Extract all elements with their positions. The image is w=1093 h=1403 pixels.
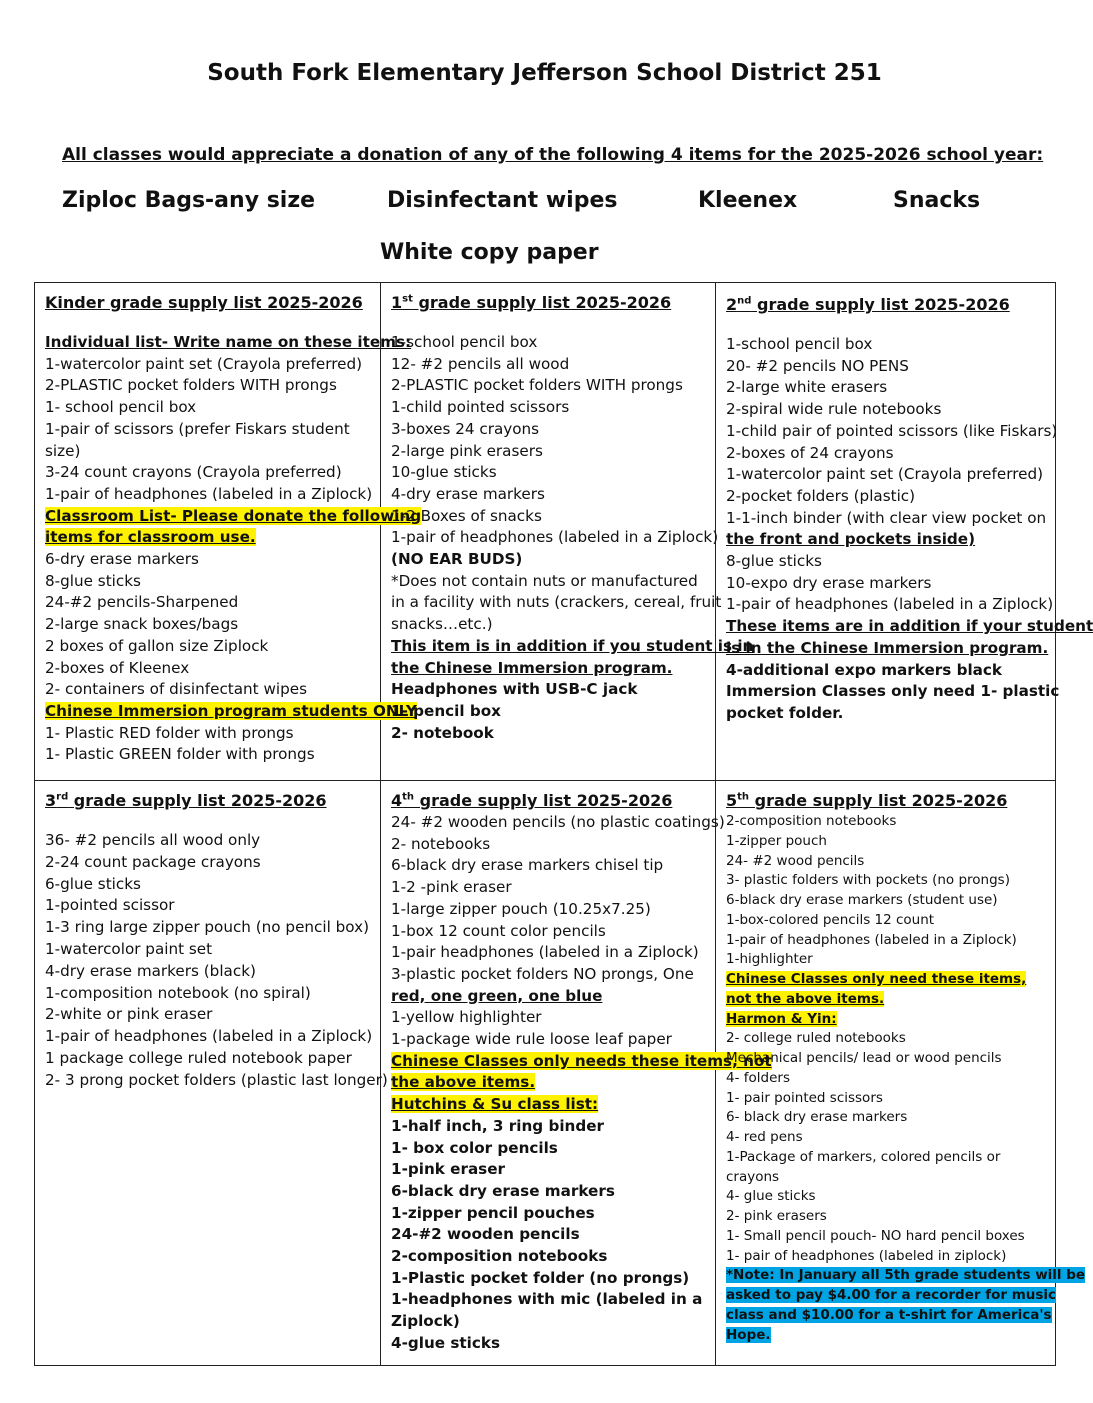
list-lines: [45, 830, 388, 1092]
list-item: 2-PLASTIC pocket folders WITH prongs: [45, 376, 337, 395]
list-item: 1- school pencil box: [45, 398, 197, 417]
page-title: South Fork Elementary Jefferson School District 251: [207, 60, 882, 86]
list-item: (NO EAR BUDS): [391, 550, 523, 569]
list-item: 4-dry erase markers: [391, 484, 545, 503]
list-item: size): [45, 441, 81, 460]
grade-2-supply-list: [716, 283, 1093, 781]
list-item: 2-pocket folders (plastic): [726, 486, 916, 505]
list-heading: [45, 791, 380, 810]
list-item: 10-expo dry erase markers: [726, 573, 932, 592]
list-item: 1-zipper pencil pouches: [391, 1203, 595, 1222]
list-item: 2-large pink erasers: [391, 441, 543, 460]
list-item: 1-pink eraser: [391, 1160, 506, 1179]
list-item: 1-pair of headphones (labeled in a Ziplock): [726, 595, 1054, 614]
list-item: Individual list- Write name on these items:: [45, 333, 412, 351]
list-item: 3-boxes 24 crayons: [391, 419, 540, 438]
list-item: 6-black dry erase markers (student use): [726, 892, 998, 908]
grade-5-supply-list: [716, 781, 1086, 1365]
list-item: 1-watercolor paint set: [45, 939, 213, 958]
list-item: 4- glue sticks: [726, 1188, 816, 1205]
list-item: 1- Plastic GREEN folder with prongs: [45, 745, 315, 764]
list-item: 1-watercolor paint set (Crayola preferred): [726, 465, 1044, 484]
list-item: 2-24 count package crayons: [45, 852, 261, 871]
list-item: 12- #2 pencils all wood: [391, 354, 570, 373]
list-item: 3- plastic folders with pockets (no prongs): [726, 872, 1010, 889]
list-item: 1-yellow highlighter: [391, 1008, 542, 1027]
list-item: Mechanical pencils/ lead or wood pencils: [726, 1050, 1002, 1066]
list-item: 24-#2 pencils-Sharpened: [45, 593, 239, 612]
list-item: 1-headphones with mic (labeled in a: [391, 1290, 703, 1309]
list-item: 1-school pencil box: [391, 333, 538, 351]
list-item: Classroom List- Please donate the following: [45, 506, 422, 525]
list-item: 1-child pointed scissors: [391, 398, 570, 417]
list-item: This item is in addition if you student is in: [391, 636, 754, 655]
list-item: 2-white or pink eraser: [45, 1005, 213, 1024]
list-lines: [726, 812, 1086, 1345]
list-item: 1-pair of headphones (labeled in a Ziplock): [391, 528, 719, 547]
list-item: class and $10.00 for a t-shirt for America's: [726, 1306, 1052, 1323]
list-item: Immersion Classes only need 1- plastic: [726, 682, 1060, 701]
list-item: in a facility with nuts (crackers, cereal, fruit: [391, 593, 722, 612]
list-item: 1-composition notebook (no spiral): [45, 983, 311, 1002]
list-item: 1-3 ring large zipper pouch (no pencil box): [45, 918, 370, 937]
list-item: 2- college ruled notebooks: [726, 1030, 906, 1047]
list-item: 2-large white erasers: [726, 378, 888, 397]
list-item: 2-spiral wide rule notebooks: [726, 400, 942, 419]
list-item: 4- red pens: [726, 1129, 803, 1145]
grade-3-supply-list: [35, 781, 388, 1365]
grade-ordinal: th: [402, 791, 415, 803]
list-item: 8-glue sticks: [45, 571, 141, 590]
list-item: 1-zipper pouch: [726, 832, 827, 849]
list-item: Chinese Classes only need these items,: [726, 971, 1027, 987]
list-item: 24- #2 wooden pencils (no plastic coatings): [391, 813, 725, 831]
list-item: 2- containers of disinfectant wipes: [45, 680, 308, 699]
list-item: 36- #2 pencils all wood only: [45, 831, 261, 849]
donation-item-wipes: Disinfectant wipes: [387, 188, 618, 213]
list-item: 1-pair of headphones (labeled in a Ziplock): [726, 931, 1017, 948]
list-item: 1- Small pencil pouch- NO hard pencil boxes: [726, 1227, 1025, 1244]
list-heading: [391, 293, 715, 312]
list-item: 4- folders: [726, 1069, 790, 1086]
grade-ordinal: st: [402, 293, 413, 305]
list-heading: [391, 791, 715, 810]
list-item: 1- pair pointed scissors: [726, 1089, 883, 1106]
list-lines: [45, 332, 422, 766]
list-item: pocket folder.: [726, 703, 844, 722]
list-item: 6-black dry erase markers: [391, 1181, 615, 1200]
list-item: 2- pink erasers: [726, 1208, 827, 1224]
list-item: 4-dry erase markers (black): [45, 961, 256, 980]
list-item: 1-box 12 count color pencils: [391, 921, 606, 940]
list-item: 2-large snack boxes/bags: [45, 615, 239, 634]
list-item: 4-glue sticks: [391, 1333, 500, 1352]
list-title: grade supply list 2025-2026: [68, 791, 327, 810]
list-item: 3-24 count crayons (Crayola preferred): [45, 463, 342, 482]
list-item: 24-#2 wooden pencils: [391, 1225, 580, 1244]
list-item: 8-glue sticks: [726, 552, 822, 571]
list-item: 1- pair of headphones (labeled in ziplock): [726, 1247, 1007, 1264]
list-item: 2- notebooks: [391, 834, 491, 853]
list-item: 1-half inch, 3 ring binder: [391, 1116, 604, 1135]
list-item: 2- 3 prong pocket folders (plastic last longer): [45, 1070, 388, 1089]
list-item: 1-pair of headphones (labeled in a Ziplock): [45, 484, 373, 503]
list-item: items for classroom use.: [45, 528, 256, 547]
list-item: 1-pointed scissor: [45, 896, 175, 915]
list-item: 2-PLASTIC pocket folders WITH prongs: [391, 376, 683, 395]
grade-number: 2: [726, 295, 738, 314]
list-item: Headphones with USB-C jack: [391, 680, 638, 699]
list-item: 2-composition notebooks: [726, 813, 897, 829]
list-item: 24- #2 wood pencils: [726, 852, 865, 869]
list-heading: [726, 295, 1055, 314]
list-item: 6-glue sticks: [45, 874, 141, 893]
grade-ordinal: rd: [56, 791, 69, 803]
list-item: 1-2 -pink eraser: [391, 878, 512, 897]
list-item: Hutchins & Su class list:: [391, 1095, 599, 1114]
list-item: 1- Plastic RED folder with prongs: [45, 723, 294, 742]
list-item: 1-Plastic pocket folder (no prongs): [391, 1268, 690, 1287]
list-item: 1-pair of scissors (prefer Fiskars student: [45, 419, 350, 438]
list-item: 1 package college ruled notebook paper: [45, 1048, 352, 1067]
list-item: 3-plastic pocket folders NO prongs, One: [391, 964, 694, 983]
list-item: red, one green, one blue: [391, 986, 603, 1005]
donation-item-copy-paper: White copy paper: [380, 240, 599, 265]
list-item: the above items.: [391, 1073, 536, 1092]
list-heading: [45, 293, 380, 312]
list-item: 4-additional expo markers black: [726, 660, 1003, 679]
donation-note: All classes would appreciate a donation of any of the following 4 items for the 2025-2026 school year:: [62, 145, 1044, 165]
list-item: 2- notebook: [391, 723, 494, 742]
list-heading: [726, 791, 1055, 810]
list-item: 20- #2 pencils NO PENS: [726, 356, 909, 375]
supply-list-grid: [34, 282, 1093, 1366]
grade-ordinal: nd: [737, 295, 752, 307]
list-item: is in the Chinese Immersion program.: [726, 638, 1049, 657]
list-item: 2-composition notebooks: [391, 1247, 608, 1266]
list-item: 1-highlighter: [726, 951, 813, 968]
grade-number: 1: [391, 293, 403, 312]
list-item: crayons: [726, 1168, 780, 1185]
kinder-supply-list: [35, 283, 422, 781]
list-item: 1-box-colored pencils 12 count: [726, 911, 935, 928]
list-item: snacks…etc.): [391, 615, 493, 634]
list-item: 2-boxes of Kleenex: [45, 658, 190, 677]
list-title: grade supply list 2025-2026: [414, 791, 673, 810]
list-item: Hope.: [726, 1326, 771, 1343]
list-item: 1-1-inch binder (with clear view pocket on: [726, 508, 1047, 527]
list-item: Harmon & Yin:: [726, 1010, 837, 1027]
list-item: 1- pencil box: [391, 701, 501, 720]
list-item: 6-dry erase markers: [45, 550, 199, 569]
list-item: 1-Package of markers, colored pencils or: [726, 1148, 1001, 1165]
list-title: grade supply list 2025-2026: [749, 791, 1008, 810]
list-item: 2 boxes of gallon size Ziplock: [45, 636, 269, 655]
list-item: the front and pockets inside): [726, 530, 976, 549]
list-item: 1- box color pencils: [391, 1138, 558, 1157]
grade-number: 4: [391, 791, 403, 810]
list-item: 1-package wide rule loose leaf paper: [391, 1030, 672, 1049]
list-item: 6- black dry erase markers: [726, 1109, 908, 1126]
grade-number: 3: [45, 791, 57, 810]
list-item: the Chinese Immersion program.: [391, 658, 673, 677]
list-item: 6-black dry erase markers chisel tip: [391, 856, 664, 875]
list-item: 1-watercolor paint set (Crayola preferred): [45, 354, 363, 373]
list-lines: [391, 332, 754, 744]
list-item: 1-2 Boxes of snacks: [391, 506, 542, 525]
donation-item-snacks: Snacks: [893, 188, 981, 213]
grade-number: 5: [726, 791, 738, 810]
list-item: 1-pair headphones (labeled in a Ziplock): [391, 943, 699, 962]
list-item: Chinese Classes only needs these items, not: [391, 1051, 772, 1070]
list-title: grade supply list 2025-2026: [751, 295, 1010, 314]
list-item: asked to pay $4.00 for a recorder for music: [726, 1287, 1057, 1303]
list-item: 1-child pair of pointed scissors (like Fiskars): [726, 421, 1058, 440]
list-item: 2-boxes of 24 crayons: [726, 443, 894, 462]
list-item: 10-glue sticks: [391, 463, 497, 482]
grade-ordinal: th: [737, 791, 750, 803]
list-item: 1-school pencil box: [726, 335, 873, 353]
list-lines: [726, 334, 1093, 725]
donation-item-ziploc: Ziploc Bags-any size: [62, 188, 316, 213]
list-item: 1-large zipper pouch (10.25x7.25): [391, 899, 651, 918]
donation-item-kleenex: Kleenex: [698, 188, 798, 213]
list-item: These items are in addition if your student: [726, 617, 1093, 636]
list-item: 1-pair of headphones (labeled in a Ziplock): [45, 1027, 373, 1046]
list-item: Ziplock): [391, 1312, 460, 1331]
list-title: Kinder grade supply list 2025-2026: [45, 293, 363, 312]
list-item: Chinese Immersion program students ONLY: [45, 701, 417, 720]
list-item: *Note: In January all 5th grade students will be: [726, 1267, 1086, 1284]
list-item: *Does not contain nuts or manufactured: [391, 571, 698, 590]
list-item: not the above items.: [726, 990, 885, 1007]
list-title: grade supply list 2025-2026: [412, 293, 672, 312]
